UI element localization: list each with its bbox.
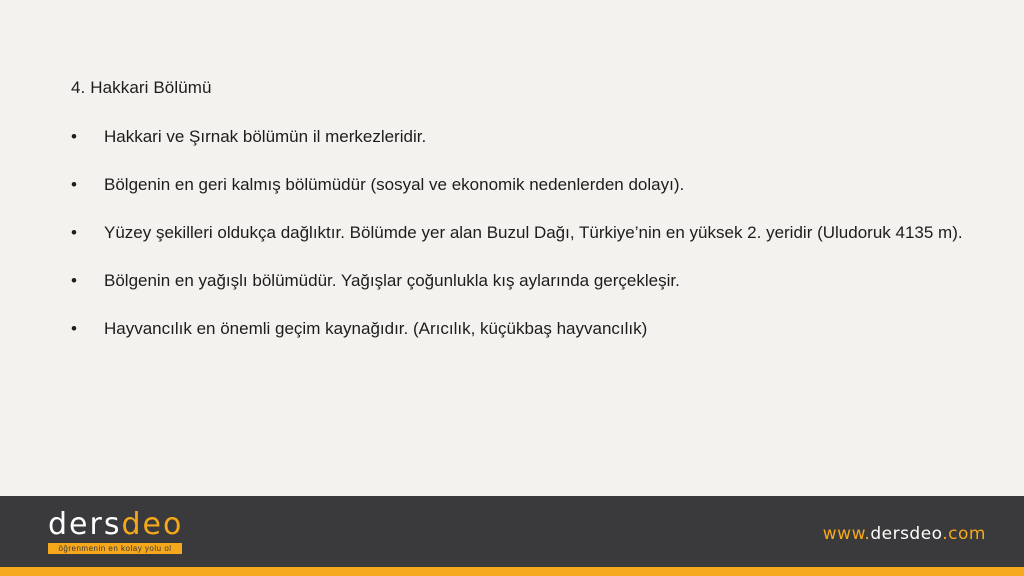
- bullet-text: Bölgenin en yağışlı bölümüdür. Yağışlar çoğunlukla kış aylarında gerçekleşir.: [104, 271, 680, 290]
- url-prefix: www.: [822, 524, 871, 544]
- bullet-list: [71, 125, 971, 365]
- url-domain: dersdeo: [870, 524, 943, 544]
- bullet-dot: •: [71, 175, 77, 194]
- dersdeo-logo: [48, 507, 188, 554]
- logo-part-deo: deo: [121, 507, 184, 542]
- logo-wordmark: [48, 507, 184, 542]
- website-url[interactable]: [823, 524, 986, 544]
- bullet-text: Yüzey şekilleri oldukça dağlıktır. Bölümde yer alan Buzul Dağı, Türkiye’nin en yüksek 2. yeridir (Uludoruk 4135 m).: [104, 223, 963, 242]
- bullet-item: [71, 173, 971, 197]
- bullet-item: [71, 269, 971, 293]
- bullet-item: [71, 317, 971, 341]
- bullet-dot: •: [71, 319, 77, 338]
- logo-part-ders: ders: [48, 507, 122, 542]
- footer-accent-bar: [0, 567, 1024, 576]
- bullet-dot: •: [71, 127, 77, 146]
- bullet-text: Bölgenin en geri kalmış bölümüdür (sosyal ve ekonomik nedenlerden dolayı).: [104, 175, 685, 194]
- bullet-text: Hayvancılık en önemli geçim kaynağıdır. (Arıcılık, küçükbaş hayvancılık): [104, 319, 648, 338]
- footer-banner: [0, 496, 1024, 576]
- bullet-item: [71, 125, 971, 149]
- bullet-text: Hakkari ve Şırnak bölümün il merkezleridir.: [104, 127, 427, 146]
- slide-heading: 4. Hakkari Bölümü: [71, 78, 212, 97]
- url-suffix: .com: [942, 524, 986, 544]
- bullet-item: [71, 221, 971, 245]
- bullet-dot: •: [71, 271, 77, 290]
- bullet-dot: •: [71, 223, 77, 242]
- logo-tagline: öğrenmenin en kolay yolu ol: [48, 543, 182, 554]
